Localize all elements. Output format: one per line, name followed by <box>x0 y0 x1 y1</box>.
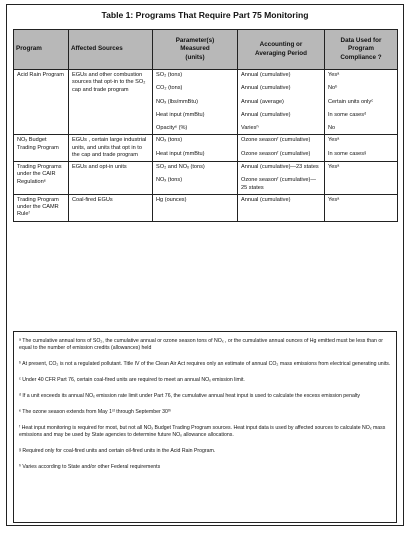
program-cell: Trading Programs under the CAIR Regulationᵉ <box>14 162 69 195</box>
period-value: Annual (cumulative) <box>241 85 291 92</box>
compliance-cell <box>325 162 398 195</box>
compliance-value: Noᵇ <box>328 85 338 92</box>
parameter-value: Opacityᵉ (%) <box>156 125 188 132</box>
table-title: Table 1: Programs That Require Part 75 Monitoring <box>101 10 309 20</box>
period-value: Annual (average) <box>241 98 284 105</box>
header-affected-sources: Affected Sources <box>69 30 153 70</box>
compliance-cell <box>325 135 398 162</box>
parameter-cell <box>153 162 238 195</box>
period-value: Annual (cumulative) <box>241 196 291 203</box>
affected-sources-cell: EGUs and opt-in units <box>69 162 153 195</box>
period-value: Ozone seasonᶠ (cumulative) <box>241 150 311 157</box>
footnote: ᶠ Heat input monitoring is required for most, but not all NOₓ Budget Trading Program sources. Heat input data is used by affected sources to calculate NOₓ mass emissions and may be used by State agencies to determine future NOₓ allowance allocations. <box>19 425 386 439</box>
compliance-value: In some casesᵍ <box>328 150 367 157</box>
program-cell: NOₓ Budget Trading Program <box>14 135 69 162</box>
parameter-cell <box>153 194 238 221</box>
compliance-value: Yesᵃ <box>328 72 340 78</box>
parameter-value: NOₓ (lbs/mmBtu) <box>156 98 198 105</box>
parameter-value: NOₓ (tons) <box>156 137 183 144</box>
affected-sources-cell: Coal-fired EGUs <box>69 194 153 221</box>
compliance-value: No <box>328 125 336 132</box>
table-row <box>14 70 398 135</box>
document-page <box>6 4 404 526</box>
affected-sources-cell: EGUs , certain large industrial units, and units that opt in to the cap and trade program <box>69 135 153 162</box>
compliance-value: Yesᵃ <box>328 196 340 203</box>
header-compliance: Data Used for Program Compliance ? <box>325 30 398 70</box>
period-value: Variesʰ <box>241 125 259 132</box>
period-cell <box>238 135 325 162</box>
table-row <box>14 162 398 195</box>
period-value: Annual (cumulative)—23 states <box>241 164 319 171</box>
parameter-cell <box>153 70 238 135</box>
header-program: Program <box>14 30 69 70</box>
table-row <box>14 194 398 221</box>
footnote: ᵇ At present, CO₂ is not a regulated pollutant. Title IV of the Clean Air Act requires only an estimate of annual CO₂ mass emissions from electrical generating units. <box>19 361 391 368</box>
affected-sources-cell: EGUs and other combustion sources that opt-in to the SO₂ cap and trade program <box>69 70 153 135</box>
footnote: ᵈ If a unit exceeds its annual NOₓ emission rate limit under Part 76, the cumulative annual heat input is used to calculate the excess emission penalty <box>19 393 361 400</box>
compliance-cell <box>325 70 398 135</box>
programs-table <box>13 29 398 222</box>
parameter-value: CO₂ (tons) <box>156 85 183 92</box>
parameter-cell <box>153 135 238 162</box>
parameter-value: Heat input (mmBtu) <box>156 150 205 157</box>
parameter-value: SO₂ and NOₓ (tons) <box>156 164 205 171</box>
period-cell <box>238 194 325 221</box>
compliance-cell <box>325 194 398 221</box>
parameter-value: SO₂ (tons) <box>156 72 183 78</box>
footnote: ᵍ Required only for coal-fired units and certain oil-fired units in the Acid Rain Program. <box>19 448 216 455</box>
table-header-row <box>14 30 398 70</box>
period-value: Ozone seasonᶠ (cumulative)— 25 states <box>241 177 316 191</box>
table-row <box>14 135 398 162</box>
program-cell: Acid Rain Program <box>14 70 69 135</box>
period-value: Annual (cumulative) <box>241 72 291 78</box>
footnote: ᵉ The ozone season extends from May 1ˢᵗ through September 30ᵗʰ <box>19 409 172 416</box>
header-accounting-period: Accounting or Averaging Period <box>238 30 325 70</box>
header-parameters: Parameter(s) Measured (units) <box>153 30 238 70</box>
footnote: ᶜ Under 40 CFR Part 76, certain coal-fired units are required to meet an annual NOₓ emission limit. <box>19 377 245 384</box>
period-value: Annual (cumulative) <box>241 111 291 118</box>
compliance-value: Certain units onlyᶜ <box>328 98 374 105</box>
footnotes-box <box>13 331 397 523</box>
footnote: ᵃ The cumulative annual tons of SO₂, the cumulative annual or ozone season tons of NOₓ , or the cumulative annual ounces of Hg emitted must be less than or equal to the number of emission credits (allowances) held <box>19 338 383 352</box>
footnote: ʰ Varies according to State and/or other Federal requirements <box>19 464 161 471</box>
compliance-value: In some casesᵈ <box>328 111 367 118</box>
compliance-value: Yesᵃ <box>328 164 340 171</box>
parameter-value: NOₓ (tons) <box>156 177 183 184</box>
period-value: Ozone seasonᶠ (cumulative) <box>241 137 311 144</box>
compliance-value: Yesᵃ <box>328 137 340 144</box>
program-cell: Trading Program under the CAMR Ruleᶠ <box>14 194 69 221</box>
period-cell <box>238 70 325 135</box>
parameter-value: Heat input (mmBtu) <box>156 111 205 118</box>
period-cell <box>238 162 325 195</box>
parameter-value: Hg (ounces) <box>156 196 187 203</box>
